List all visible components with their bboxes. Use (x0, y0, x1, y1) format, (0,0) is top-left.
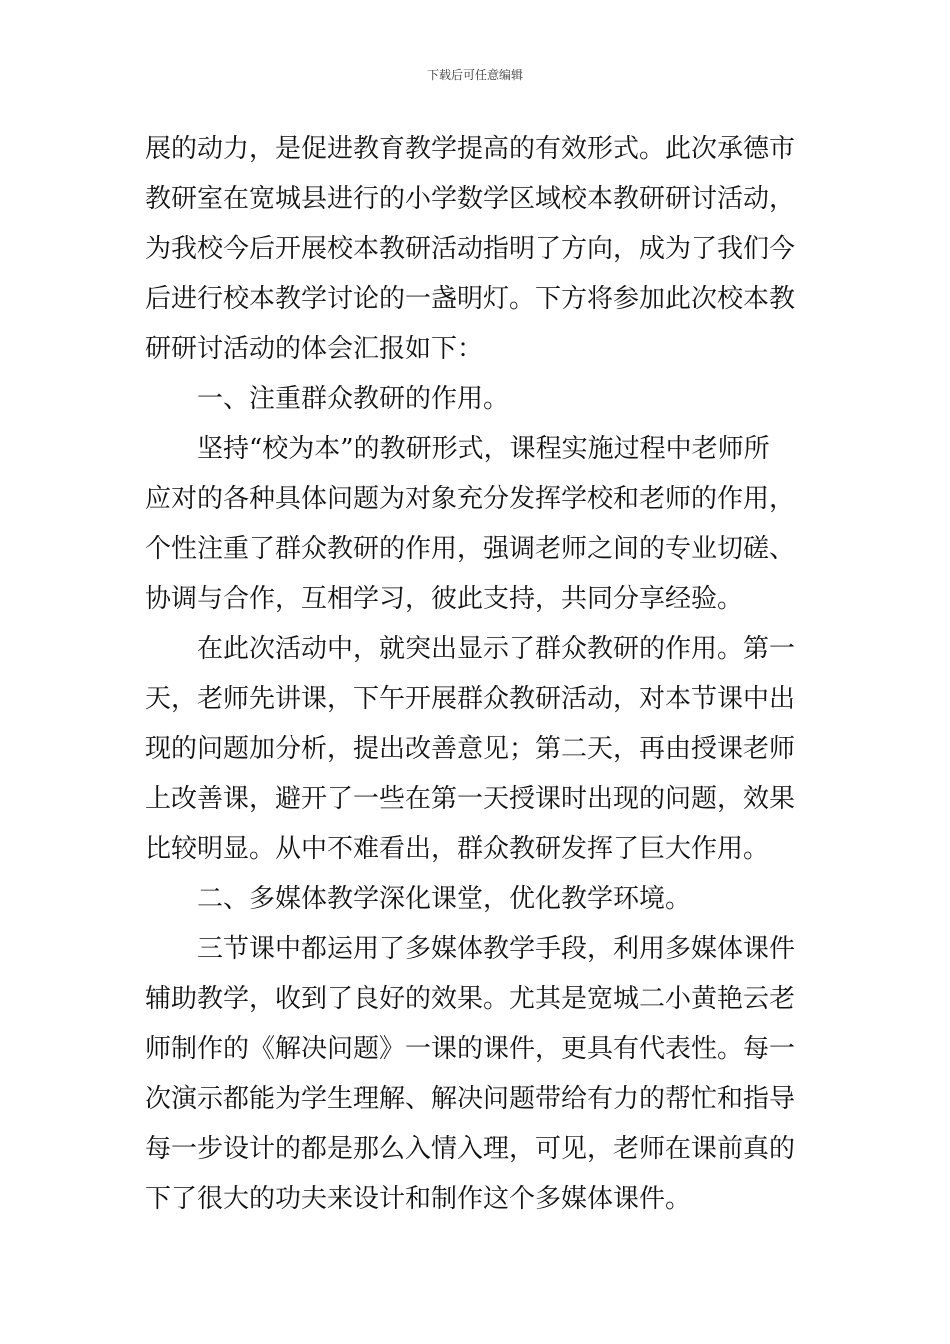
text-line: 比较明显。从中不难看出，群众教研发挥了巨大作用。 (145, 834, 770, 864)
text-line: 辅助教学，收到了良好的效果。尤其是宽城二小黄艳云老 (145, 984, 796, 1014)
text-line: 次演示都能为学生理解、解决问题带给有力的帮忙和指导 (145, 1084, 796, 1114)
text-line: 教研室在宽城县进行的小学数学区域校本教研研讨活动， (145, 184, 796, 214)
text-line: 应对的各种具体问题为对象充分发挥学校和老师的作用， (145, 484, 796, 514)
page-header-note: 下载后可任意编辑 (426, 68, 523, 82)
text-line: 个性注重了群众教研的作用，强调老师之间的专业切磋、 (145, 534, 796, 564)
text-line: 三节课中都运用了多媒体教学手段，利用多媒体课件 (197, 934, 796, 964)
document-body (145, 124, 810, 1224)
text-line: 研研讨活动的体会汇报如下： (145, 334, 484, 364)
text-line: 师制作的《解决问题》一课的课件，更具有代表性。每一 (145, 1034, 796, 1064)
text-line: 协调与合作，互相学习，彼此支持，共同分享经验。 (145, 584, 744, 614)
text-line: 在此次活动中，就突出显示了群众教研的作用。第一 (197, 634, 796, 664)
text-line: 天，老师先讲课，下午开展群众教研活动，对本节课中出 (145, 684, 796, 714)
text-line: 上改善课，避开了一些在第一天授课时出现的问题，效果 (145, 784, 796, 814)
text-line: 坚持“校为本”的教研形式，课程实施过程中老师所 (197, 434, 770, 464)
text-line: 下了很大的功夫来设计和制作这个多媒体课件。 (145, 1184, 692, 1214)
text-line: 一、注重群众教研的作用。 (197, 384, 510, 414)
text-line: 展的动力，是促进教育教学提高的有效形式。此次承德市 (145, 134, 796, 164)
text-line: 二、多媒体教学深化课堂，优化教学环境。 (197, 884, 692, 914)
text-line: 为我校今后开展校本教研活动指明了方向，成为了我们今 (145, 234, 796, 264)
text-line: 每一步设计的都是那么入情入理，可见，老师在课前真的 (145, 1134, 796, 1164)
text-line: 现的问题加分析，提出改善意见；第二天，再由授课老师 (145, 734, 796, 764)
text-line: 后进行校本教学讨论的一盏明灯。下方将参加此次校本教 (145, 284, 796, 314)
